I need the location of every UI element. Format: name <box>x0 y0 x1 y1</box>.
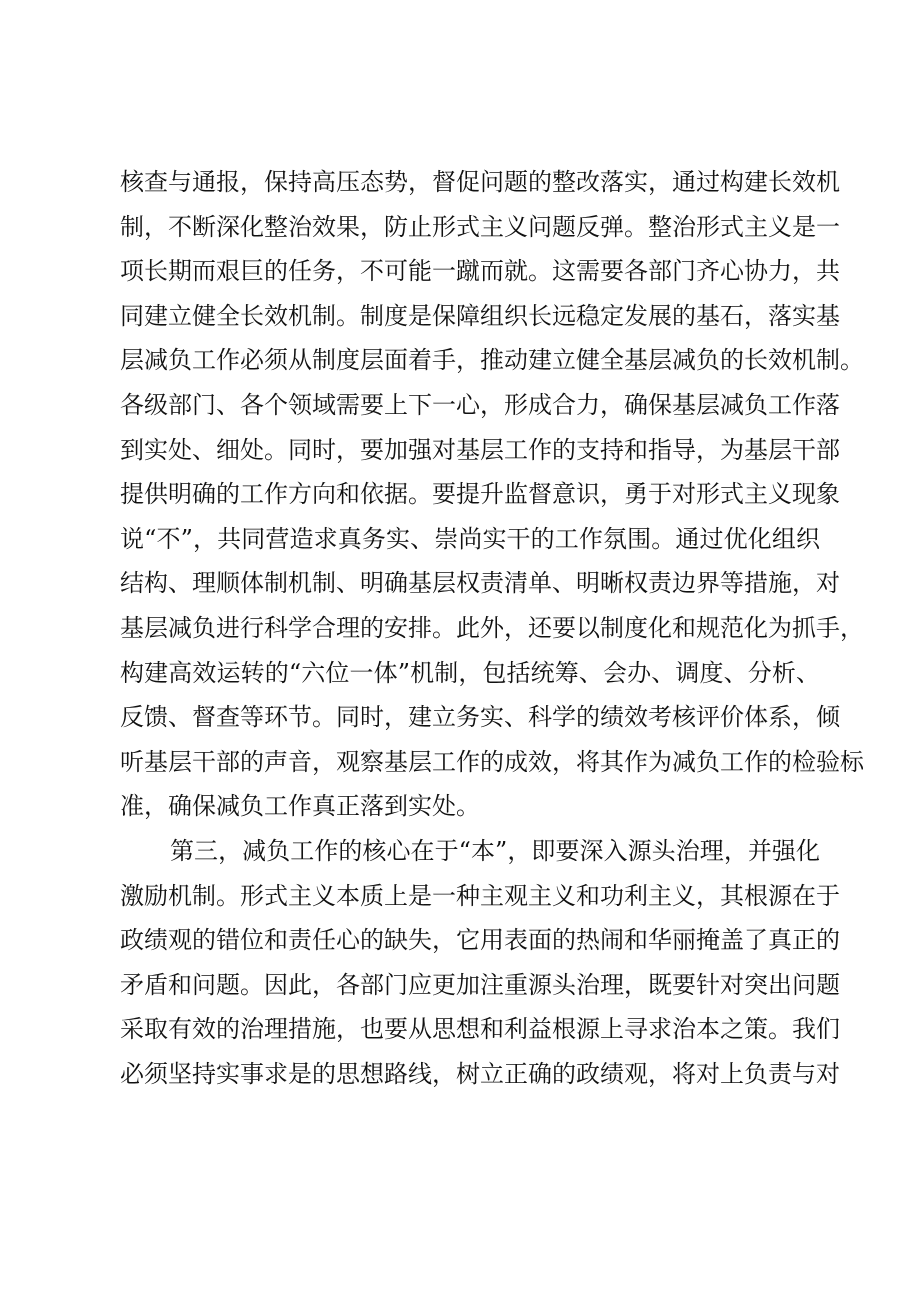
text-line: 矛盾和问题。因此，各部门应更加注重源头治理，既要针对突出问题 <box>120 970 840 999</box>
text-line: 准，确保减负工作真正落到实处。 <box>120 792 480 821</box>
text-line: 听基层干部的声音，观察基层工作的成效，将其作为减负工作的检验标 <box>120 747 864 776</box>
text-line: 采取有效的治理措施，也要从思想和利益根源上寻求治本之策。我们 <box>120 1015 840 1044</box>
document-body <box>120 160 864 1096</box>
paragraph-first-line: 第三，减负工作的核心在于“本”，即要深入源头治理，并强化 <box>170 836 820 865</box>
text-line: 激励机制。形式主义本质上是一种主观主义和功利主义，其根源在于 <box>120 881 840 910</box>
text-line: 提供明确的工作方向和依据。要提升监督意识，勇于对形式主义现象 <box>120 480 840 509</box>
text-line: 构建高效运转的“六位一体”机制，包括统筹、会办、调度、分析、 <box>120 658 820 687</box>
text-line: 制，不断深化整治效果，防止形式主义问题反弹。整治形式主义是一 <box>120 212 840 241</box>
text-line: 政绩观的错位和责任心的缺失，它用表面的热闹和华丽掩盖了真正的 <box>120 926 840 955</box>
text-line: 同建立健全长效机制。制度是保障组织长远稳定发展的基石，落实基 <box>120 301 840 330</box>
text-line: 项长期而艰巨的任务，不可能一蹴而就。这需要各部门齐心协力，共 <box>120 257 840 286</box>
text-line: 反馈、督查等环节。同时，建立务实、科学的绩效考核评价体系，倾 <box>120 703 840 732</box>
text-line: 到实处、细处。同时，要加强对基层工作的支持和指导，为基层干部 <box>120 435 840 464</box>
text-line: 必须坚持实事求是的思想路线，树立正确的政绩观，将对上负责与对 <box>120 1059 840 1088</box>
text-line: 各级部门、各个领域需要上下一心，形成合力，确保基层减负工作落 <box>120 390 840 419</box>
text-line: 说“不”，共同营造求真务实、崇尚实干的工作氛围。通过优化组织 <box>120 524 820 553</box>
text-line: 基层减负进行科学合理的安排。此外，还要以制度化和规范化为抓手， <box>120 613 864 642</box>
text-line: 层减负工作必须从制度层面着手，推动建立健全基层减负的长效机制。 <box>120 346 864 375</box>
text-line: 核查与通报，保持高压态势，督促问题的整改落实，通过构建长效机 <box>120 168 840 196</box>
text-line: 结构、理顺体制机制、明确基层权责清单、明晰权责边界等措施，对 <box>120 569 840 598</box>
